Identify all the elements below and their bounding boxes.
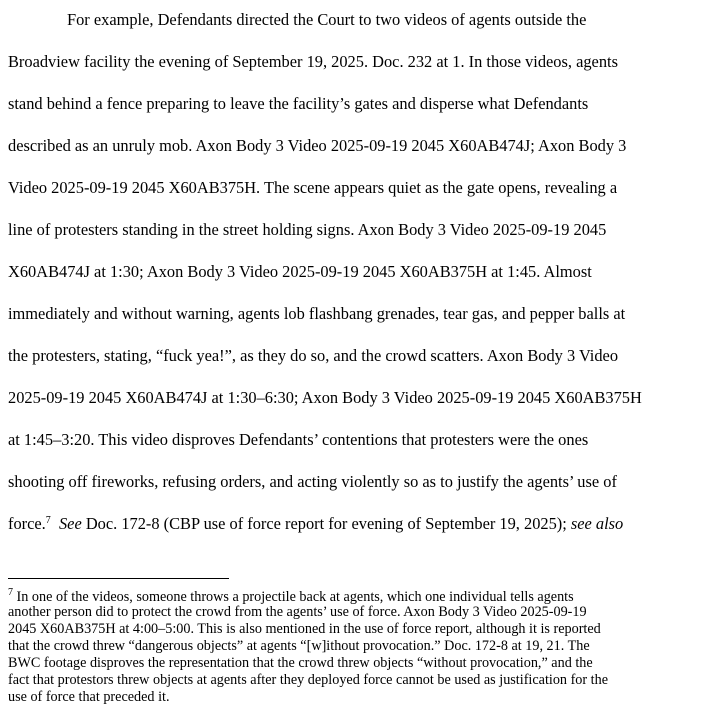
footnote-reference[interactable]: 7 [45, 515, 51, 526]
signal-see-also: see also [570, 514, 624, 533]
body-line: the protesters, stating, “fuck yea!”, as they do so, and the crowd scatters. Axon Body 3 Video [8, 346, 619, 365]
body-line: For example, Defendants directed the Court to two videos of agents outside the [67, 10, 587, 29]
footnote-line: another person did to protect the crowd from the agents’ use of force. Axon Body 3 Video 2025-09-19 [8, 604, 587, 620]
signal-see: See [58, 514, 82, 533]
footnote-mark: 7 [8, 587, 13, 598]
body-line: Video 2025-09-19 2045 X60AB375H. The scene appears quiet as the gate opens, revealing a [8, 178, 618, 197]
body-line: line of protesters standing in the street holding signs. Axon Body 3 Video 2025-09-19 2045 [8, 220, 607, 239]
body-line: immediately and without warning, agents lob flashbang grenades, tear gas, and pepper balls at [8, 304, 626, 323]
footnote-line [8, 588, 574, 604]
footnote-line: fact that protestors threw objects at agents after they deployed force cannot be used as justification for the [8, 672, 608, 688]
body-line: X60AB474J at 1:30; Axon Body 3 Video 2025-09-19 2045 X60AB375H at 1:45. Almost [8, 262, 592, 281]
body-line: shooting off fireworks, refusing orders, and acting violently so as to justify the agents’ use of [8, 472, 617, 491]
citation-text: Doc. 172-8 (CBP use of force report for evening of September 19, 2025); [81, 514, 571, 533]
body-line: 2025-09-19 2045 X60AB474J at 1:30–6:30; Axon Body 3 Video 2025-09-19 2045 X60AB375H [8, 388, 642, 407]
body-line: stand behind a fence preparing to leave the facility’s gates and disperse what Defendants [8, 94, 589, 113]
footnote-line: that the crowd threw “dangerous objects” at agents “[w]ithout provocation.” Doc. 172-8 at 19, 21. The [8, 638, 590, 654]
body-text-segment: force. [8, 514, 46, 533]
footnote-line: 2045 X60AB375H at 4:00–5:00. This is also mentioned in the use of force report, although it is reported [8, 621, 601, 637]
body-line-last [8, 516, 623, 532]
body-line: Broadview facility the evening of September 19, 2025. Doc. 232 at 1. In those videos, agents [8, 52, 618, 71]
footnote-separator [8, 578, 229, 579]
body-line: at 1:45–3:20. This video disproves Defendants’ contentions that protesters were the ones [8, 430, 589, 449]
footnote-line: BWC footage disproves the representation that the crowd threw objects “without provocation,” and the [8, 655, 593, 671]
body-line: described as an unruly mob. Axon Body 3 Video 2025-09-19 2045 X60AB474J; Axon Body 3 [8, 136, 627, 155]
footnote-text: In one of the videos, someone throws a projectile back at agents, which one individual tells agents [13, 589, 574, 605]
footnote-line: use of force that preceded it. [8, 689, 170, 705]
